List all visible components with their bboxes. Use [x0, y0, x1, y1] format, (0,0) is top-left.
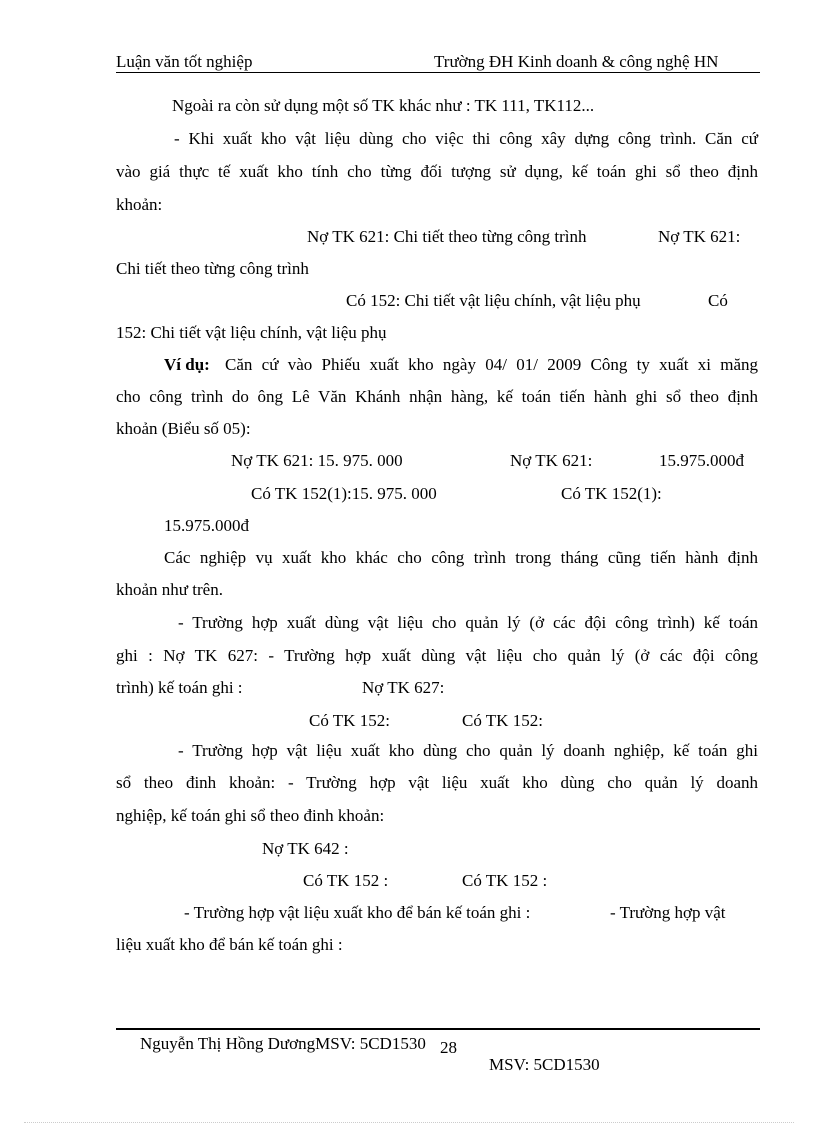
- paragraph-line: - Trường hợp xuất dùng vật liệu cho quản lý (ở các đội công trình) kế toán: [178, 613, 758, 632]
- entry-debit: Nợ TK 642 :: [262, 839, 349, 858]
- entry-credit-dup: Có TK 152 :: [462, 871, 548, 890]
- entry-credit-amount: Có TK 152(1):15. 975. 000: [251, 484, 437, 503]
- paragraph-line: ghi : Nợ TK 627: - Trường hợp xuất dùng vật liệu cho quản lý (ở các đội công: [116, 646, 758, 665]
- entry-credit-dup: Có TK 152(1):: [561, 484, 662, 503]
- paragraph-line: khoản như trên.: [116, 580, 223, 599]
- entry-credit: Có 152: Chi tiết vật liệu chính, vật liệu phụ: [346, 291, 641, 310]
- paragraph-line: cho công trình do ông Lê Văn Khánh nhận hàng, kế toán tiến hành ghi sổ theo định: [116, 387, 758, 406]
- entry-credit-dup: Có TK 152:: [462, 711, 543, 730]
- entry-debit-amount-dup: 15.975.000đ: [659, 451, 744, 470]
- footer-msv: MSV: 5CD1530: [489, 1055, 600, 1074]
- page-number: 28: [440, 1038, 457, 1057]
- header-left: Luận văn tốt nghiệp: [116, 52, 253, 71]
- entry-credit-cont: 152: Chi tiết vật liệu chính, vật liệu phụ: [116, 323, 387, 342]
- paragraph-line: Căn cứ vào Phiếu xuất kho ngày 04/ 01/ 2009 Công ty xuất xi măng: [225, 355, 758, 374]
- paragraph-line: Các nghiệp vụ xuất kho khác cho công trình trong tháng cũng tiến hành định: [164, 548, 758, 567]
- paragraph-line: khoản:: [116, 195, 163, 214]
- paragraph-line: - Trường hợp vật: [610, 903, 726, 922]
- entry-credit: Có TK 152 :: [303, 871, 389, 890]
- paragraph-line: - Khi xuất kho vật liệu dùng cho việc thi công xây dựng công trình. Căn cứ: [174, 129, 758, 148]
- paragraph-line: - Trường hợp vật liệu xuất kho dùng cho quản lý doanh nghiệp, kế toán ghi: [178, 741, 758, 760]
- paragraph-line: liệu xuất kho để bán kế toán ghi :: [116, 935, 343, 954]
- footer-author: [140, 1034, 426, 1054]
- example-label: [164, 355, 210, 375]
- header-right: Trường ĐH Kinh doanh & công nghệ HN: [434, 52, 719, 71]
- entry-debit-amount: Nợ TK 621: 15. 975. 000: [231, 451, 403, 470]
- entry-debit-dup: Nợ TK 621:: [510, 451, 593, 470]
- entry-debit: Nợ TK 627:: [362, 678, 445, 697]
- paragraph-line: khoản (Biểu số 05):: [116, 419, 251, 438]
- entry-credit: Có TK 152:: [309, 711, 390, 730]
- paragraph-line: sổ theo đinh khoản: - Trường hợp vật liệu xuất kho dùng cho quản lý doanh: [116, 773, 758, 792]
- paragraph-line: - Trường hợp vật liệu xuất kho để bán kế toán ghi :: [184, 903, 531, 922]
- paragraph-other-accounts: Ngoài ra còn sử dụng một số TK khác như : TK 111, TK112...: [172, 96, 595, 115]
- header-rule: [116, 72, 760, 73]
- footer-rule: [116, 1028, 760, 1030]
- entry-credit-dup: Có: [708, 291, 728, 310]
- entry-credit-amount-dup: 15.975.000đ: [164, 516, 249, 535]
- entry-debit-cont: Chi tiết theo từng công trình: [116, 259, 309, 278]
- paragraph-line: trình) kế toán ghi :: [116, 678, 243, 697]
- paragraph-line: vào giá thực tế xuất kho tính cho từng đối tượng sử dụng, kế toán ghi sổ theo định: [116, 162, 758, 181]
- example-label-text: Ví dụ:: [164, 355, 210, 374]
- footer-name: Nguyễn Thị Hồng Dương: [140, 1034, 316, 1053]
- paragraph-line: nghiệp, kế toán ghi sổ theo đinh khoản:: [116, 806, 385, 825]
- entry-debit-dup: Nợ TK 621:: [658, 227, 741, 246]
- entry-debit: Nợ TK 621: Chi tiết theo từng công trình: [307, 227, 587, 246]
- footer-msv-inline: MSV: 5CD1530: [315, 1034, 426, 1053]
